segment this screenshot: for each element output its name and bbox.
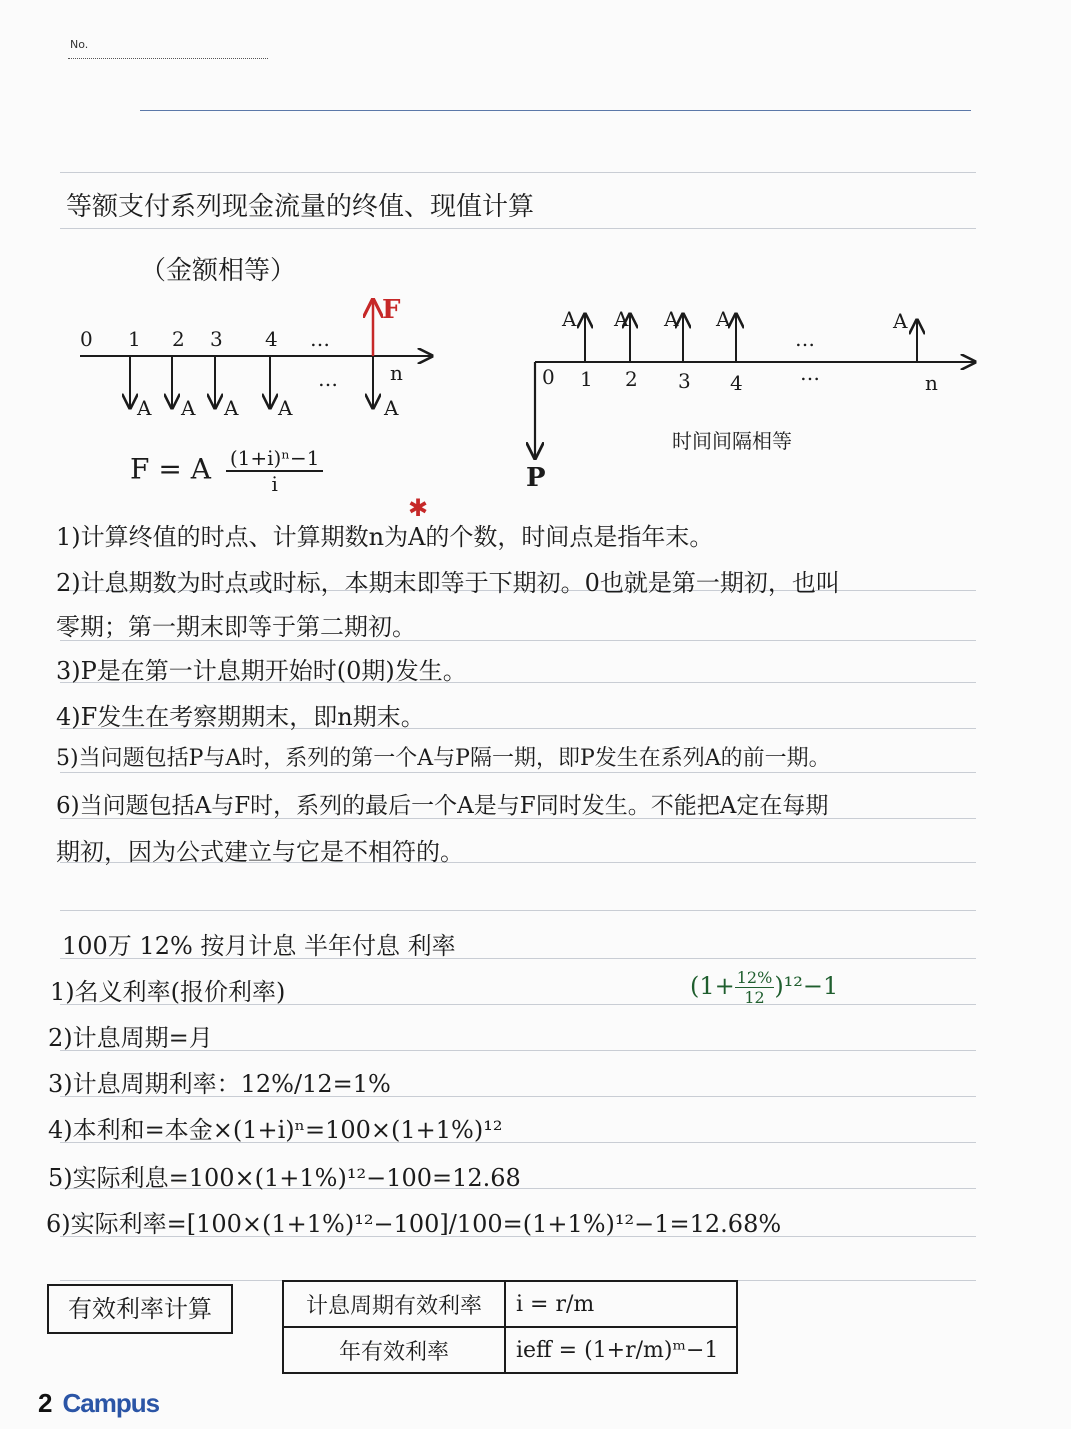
red-star-mark: ✱ — [408, 494, 429, 522]
side-formula-num: 12% — [736, 968, 773, 987]
side-formula-pre: (1+ — [690, 972, 735, 1000]
example-heading: 100万 12% 按月计息 半年付息 利率 — [62, 932, 456, 960]
formula-lhs: F = A — [130, 452, 211, 486]
example-item-6: 6)实际利率=[100×(1+1%)¹²−100]/100=(1+1%)¹²−1=12.68% — [46, 1210, 782, 1238]
example-item-2: 2)计息周期=月 — [48, 1024, 213, 1052]
left-tick-4: 4 — [265, 327, 278, 351]
right-annuity-label: A — [664, 307, 679, 331]
right-ellipsis-upper: … — [795, 327, 815, 351]
note-line-5: 4)F发生在考察期期末，即n期末。 — [56, 703, 425, 731]
page-number: 2 — [38, 1388, 53, 1418]
notebook-brand-footer — [38, 1388, 159, 1419]
ruled-line — [60, 772, 976, 773]
table-row — [283, 1281, 737, 1327]
effective-rate-table — [282, 1280, 738, 1374]
ruled-line — [60, 910, 976, 911]
left-tick-3: 3 — [210, 327, 223, 351]
left-annuity-label: A — [181, 396, 196, 420]
left-tick-ellipsis: … — [310, 327, 330, 351]
right-annuity-label: A — [893, 309, 908, 333]
formula-fraction — [226, 446, 324, 496]
right-tick-3: 3 — [678, 369, 691, 393]
left-annuity-label: A — [384, 396, 399, 420]
table-row — [283, 1327, 737, 1373]
page-no-field — [68, 58, 268, 59]
example-item-4: 4)本利和=本金×(1+i)ⁿ=100×(1+1%)¹² — [48, 1116, 503, 1144]
note-line-6: 5)当问题包括P与A时，系列的第一个A与P隔一期，即P发生在系列A的前一期。 — [56, 746, 831, 771]
left-tick-0: 0 — [80, 327, 93, 351]
future-value-formula — [130, 446, 323, 496]
right-tick-2: 2 — [625, 367, 638, 391]
left-annuity-label: A — [224, 396, 239, 420]
left-tick-2: 2 — [172, 327, 185, 351]
ruled-line — [60, 172, 976, 173]
formula-numerator: (1+i)ⁿ−1 — [226, 446, 324, 472]
note-line-8: 期初，因为公式建立与它是不相符的。 — [56, 838, 464, 866]
right-tick-n: n — [925, 371, 938, 395]
note-line-2: 2)计息期数为时点或时标，本期末即等于下期初。0也就是第一期初，也叫 — [56, 569, 840, 597]
effective-rate-label-box: 有效利率计算 — [47, 1284, 233, 1334]
right-annuity-label: A — [614, 307, 629, 331]
left-annuity-label: A — [137, 396, 152, 420]
note-line-4: 3)P是在第一计息期开始时(0期)发生。 — [56, 657, 467, 685]
right-tick-4: 4 — [730, 371, 743, 395]
future-value-label: F — [382, 295, 401, 325]
ruled-line — [60, 228, 976, 229]
right-tick-1: 1 — [580, 367, 593, 391]
header-rule — [140, 110, 971, 111]
left-tick-1: 1 — [128, 327, 141, 351]
effective-rate-side-formula — [690, 968, 838, 1007]
side-formula-post: )¹²−1 — [774, 972, 839, 1000]
example-item-1: 1)名义利率(报价利率) — [50, 978, 286, 1006]
brand-logo: Campus — [62, 1388, 160, 1418]
page-no-label: No. — [70, 38, 89, 51]
page-subtitle: （金额相等） — [140, 256, 297, 286]
side-formula-den: 12 — [744, 988, 765, 1007]
right-annuity-label: A — [562, 307, 577, 331]
table-cell-formula: i = r/m — [505, 1281, 737, 1327]
table-cell-name: 计息周期有效利率 — [283, 1281, 505, 1327]
example-item-3: 3)计息周期利率：12%/12=1% — [48, 1070, 391, 1098]
note-line-3: 零期；第一期末即等于第二期初。 — [56, 613, 416, 641]
note-line-7: 6)当问题包括A与F时，系列的最后一个A是与F同时发生。不能把A定在每期 — [56, 793, 829, 819]
right-annuity-label: A — [716, 307, 731, 331]
side-formula-fraction — [735, 968, 775, 1007]
page-title: 等额支付系列现金流量的终值、现值计算 — [66, 192, 535, 222]
equal-interval-note: 时间间隔相等 — [672, 429, 792, 453]
left-ellipsis-lower: … — [318, 367, 338, 391]
table-cell-name: 年有效利率 — [283, 1327, 505, 1373]
present-value-label: P — [526, 463, 546, 493]
table-cell-formula: ieff = (1+r/m)ᵐ−1 — [505, 1327, 737, 1373]
left-annuity-label: A — [278, 396, 293, 420]
note-line-1: 1)计算终值的时点、计算期数n为A的个数，时间点是指年末。 — [56, 523, 714, 551]
example-item-5: 5)实际利息=100×(1+1%)¹²−100=12.68 — [48, 1164, 521, 1192]
left-tick-n: n — [390, 361, 403, 385]
right-tick-ellipsis: … — [800, 361, 820, 385]
formula-denominator: i — [271, 472, 278, 496]
right-tick-0: 0 — [542, 365, 555, 389]
